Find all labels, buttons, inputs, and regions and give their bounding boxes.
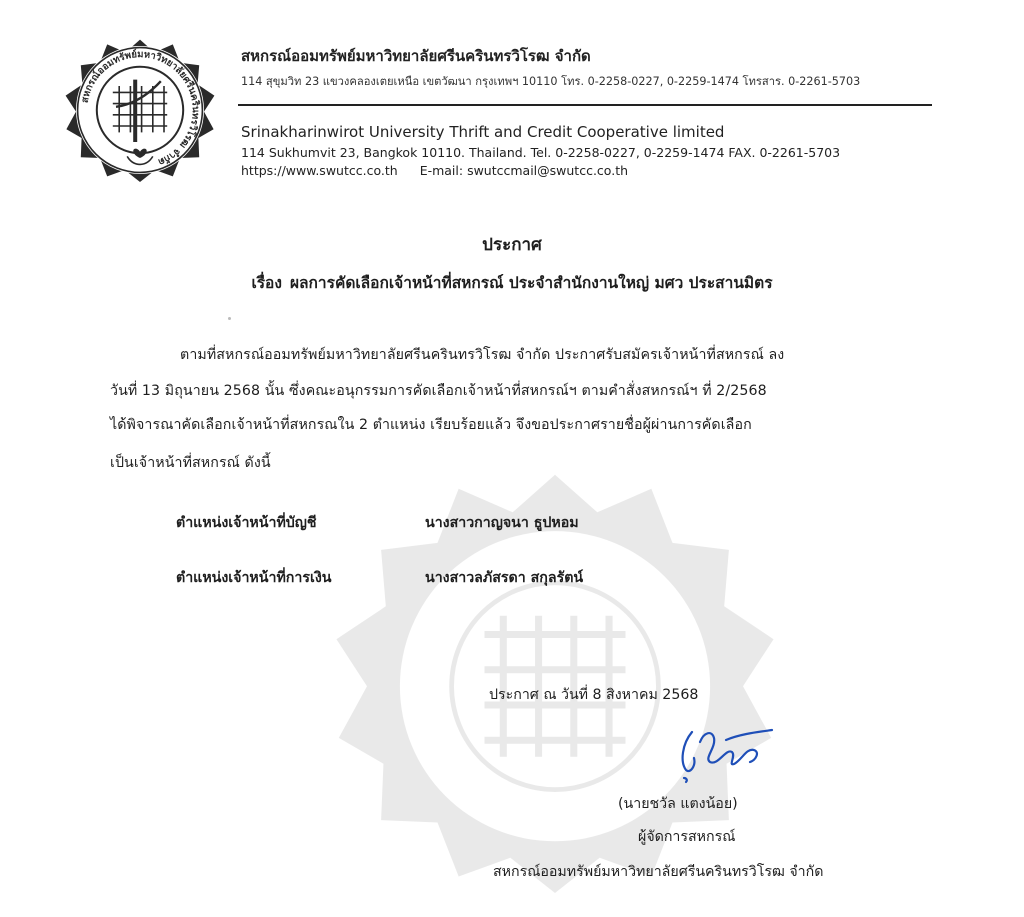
cooperative-name-english: Srinakharinwirot University Thrift and Credit Cooperative limited — [241, 123, 725, 141]
cooperative-seal-logo — [60, 30, 220, 190]
seal-ring-text: สหกรณ์ออมทรัพย์มหาวิทยาลัยศรีนครินทรวิโรฒ จำกัด — [79, 49, 201, 168]
signer-organization: สหกรณ์ออมทรัพย์มหาวิทยาลัยศรีนครินทรวิโรฒ จำกัด — [493, 864, 824, 880]
contact-line — [241, 163, 628, 178]
announcement-title: ประกาศ — [482, 235, 542, 255]
header-divider — [238, 104, 932, 106]
website-link[interactable]: https://www.swutcc.co.th — [241, 163, 398, 178]
body-line: วันที่ 13 มิถุนายน 2568 นั้น ซึ่งคณะอนุกรรมการคัดเลือกเจ้าหน้าที่สหกรณ์ฯ ตามคำสั่งสหกรณ์ฯ ที่ 2/2568 — [110, 383, 767, 399]
handwritten-signature — [670, 718, 780, 790]
selected-name-finance: นางสาวลภัสรดา สกุลรัตน์ — [425, 570, 584, 586]
cooperative-address-thai: 114 สุขุมวิท 23 แขวงคลองเตยเหนือ เขตวัฒนา กรุงเทพฯ 10110 โทร. 0-2258-0227, 0-2259-1474 โทรสาร. 0-2261-5703 — [241, 75, 861, 88]
announcement-subject — [0, 270, 1024, 295]
signer-title: ผู้จัดการสหกรณ์ — [638, 829, 736, 845]
scan-speck — [228, 317, 231, 320]
position-label-accounting: ตำแหน่งเจ้าหน้าที่บัญชี — [176, 515, 317, 531]
subject-prefix: เรื่อง — [251, 274, 282, 292]
position-label-finance: ตำแหน่งเจ้าหน้าที่การเงิน — [176, 570, 332, 586]
body-line: ได้พิจารณาคัดเลือกเจ้าหน้าที่สหกรณใน 2 ตำแหน่ง เรียบร้อยแล้ว จึงขอประกาศรายชื่อผู้ผ่านการคัดเลือก — [110, 417, 752, 433]
cooperative-address-english: 114 Sukhumvit 23, Bangkok 10110. Thailand. Tel. 0-2258-0227, 0-2259-1474 FAX. 0-2261-5703 — [241, 145, 841, 160]
body-line: ตามที่สหกรณ์ออมทรัพย์มหาวิทยาลัยศรีนครินทรวิโรฒ จำกัด ประกาศรับสมัครเจ้าหน้าที่สหกรณ์ ลง — [180, 347, 785, 363]
signer-name: (นายชวัล แตงน้อย) — [618, 796, 738, 812]
cooperative-name-thai: สหกรณ์ออมทรัพย์มหาวิทยาลัยศรีนครินทรวิโรฒ จำกัด — [241, 47, 591, 65]
selected-name-accounting: นางสาวกาญจนา ธูปหอม — [425, 515, 579, 531]
announcement-date: ประกาศ ณ วันที่ 8 สิงหาคม 2568 — [489, 687, 699, 703]
body-line: เป็นเจ้าหน้าที่สหกรณ์ ดังนี้ — [110, 455, 271, 471]
subject-text: ผลการคัดเลือกเจ้าหน้าที่สหกรณ์ ประจำสำนักงานใหญ่ มศว ประสานมิตร — [289, 274, 773, 292]
email-link[interactable]: E-mail: swutccmail@swutcc.co.th — [419, 163, 629, 178]
